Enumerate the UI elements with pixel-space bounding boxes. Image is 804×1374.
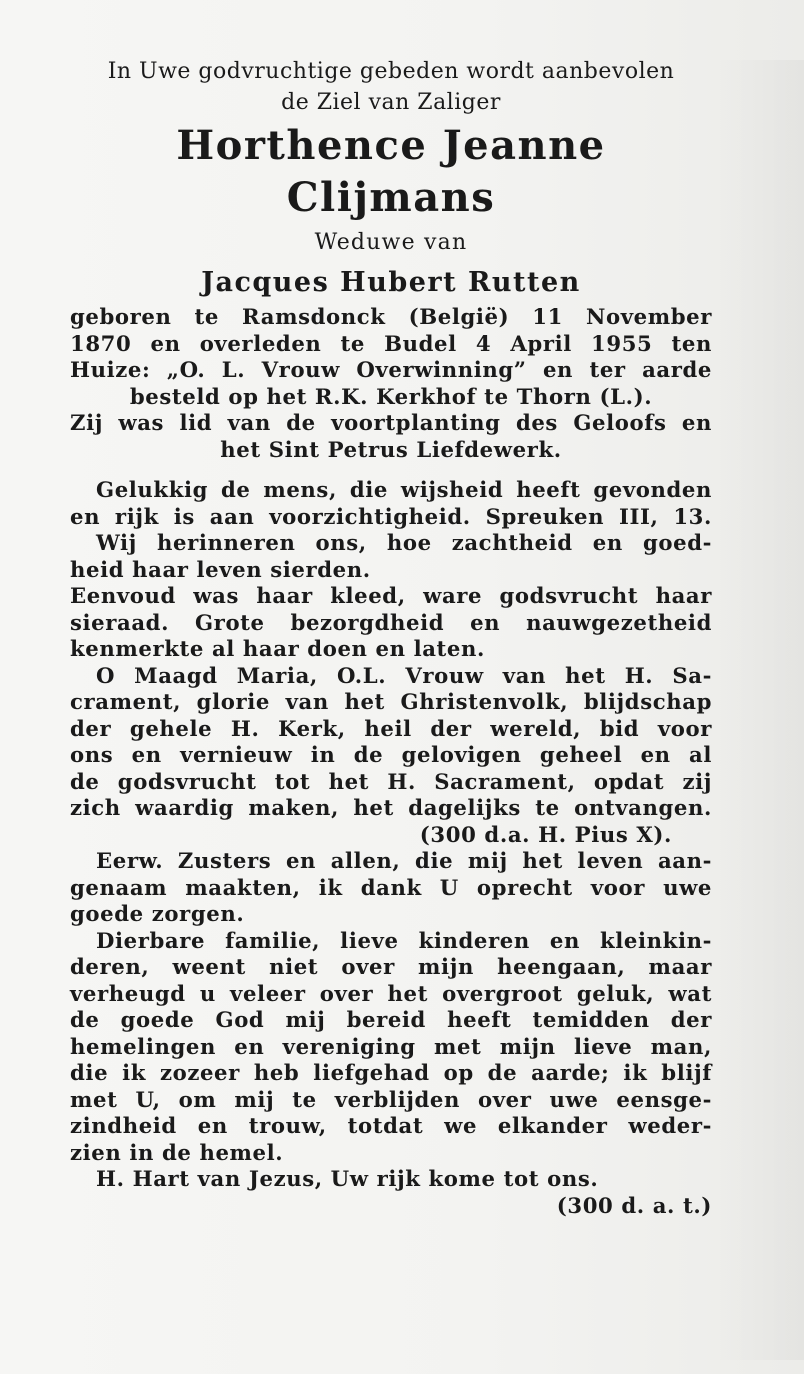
text-line: Gelukkig de mens, die wijsheid heeft gevonden — [96, 477, 712, 502]
deceased-name: Horthence Jeanne Clijmans — [176, 122, 606, 221]
text-line: goede zorgen. — [70, 901, 245, 926]
text-line: deren, weent niet over mijn heengaan, maar — [70, 954, 712, 979]
intro-line-2: de Ziel van Zaliger — [281, 90, 501, 115]
text-line: (300 d. a. t.) — [556, 1192, 712, 1218]
text-line: zien in de hemel. — [70, 1139, 284, 1165]
text-line: verheugd u veleer over het overgroot geluk, wat — [70, 980, 712, 1006]
text-line: en rijk is aan voorzichtigheid. Spreuken III, 13. — [70, 503, 712, 529]
husband-name: Jacques Hubert Rutten — [201, 267, 581, 298]
bio-line: besteld op het R.K. Kerkhof te Thorn (L.). — [129, 383, 653, 409]
bio-line: Huize: „O. L. Vrouw Overwinning” en ter aarde — [70, 357, 712, 382]
text-line: Eenvoud was haar kleed, ware godsvrucht haar — [70, 583, 712, 608]
text-line: kenmerkte al haar doen en laten. — [70, 636, 485, 661]
text-line: die ik zozeer heb liefgehad op de aarde; ik blijf — [70, 1060, 712, 1085]
text-line: H. Hart van Jezus, Uw rijk kome tot ons. — [96, 1166, 599, 1191]
text-line: zich waardig maken, het dagelijks te ontvangen. — [70, 795, 712, 820]
text-line: de godsvrucht tot het H. Sacrament, opdat zij — [70, 768, 712, 794]
text-line: zindheid en trouw, totdat we elkander weder- — [70, 1113, 712, 1138]
widow-of-label: Weduwe van — [314, 230, 468, 255]
text-line: Eerw. Zusters en allen, die mij het leven aan- — [96, 848, 712, 873]
spacer — [70, 463, 712, 477]
text-line: genaam maakten, ik dank U oprecht voor uwe — [70, 874, 712, 900]
text-line: sieraad. Grote bezorgdheid en nauwgezetheid — [70, 609, 712, 635]
text-line: Dierbare familie, lieve kinderen en kleinkin- — [96, 927, 712, 953]
text-line: Wij herinneren ons, hoe zachtheid en goed- — [96, 530, 712, 555]
text-line: der gehele H. Kerk, heil der wereld, bid voor — [70, 715, 712, 741]
text-line: de goede God mij bereid heeft temidden der — [70, 1007, 712, 1032]
text-line: crament, glorie van het Ghristenvolk, blijdschap — [70, 689, 712, 714]
card-content — [70, 56, 712, 1219]
text-line: ons en vernieuw in de gelovigen geheel en al — [70, 742, 712, 767]
body-text — [70, 477, 712, 1219]
biography — [70, 304, 712, 463]
text-line: (300 d.a. H. Pius X). — [419, 821, 672, 847]
intro-line: In Uwe godvruchtige gebeden wordt aanbevolen — [107, 59, 675, 84]
bio-line: Zij was lid van de voortplanting des Geloofs en — [70, 410, 712, 435]
bio-line: 1870 en overleden te Budel 4 April 1955 ten — [70, 330, 712, 356]
text-line: hemelingen en vereniging met mijn lieve man, — [70, 1033, 712, 1059]
text-line: met U, om mij te verblijden over uwe eensge- — [70, 1086, 712, 1112]
bio-line: geboren te Ramsdonck (België) 11 November — [70, 304, 712, 329]
text-line: O Maagd Maria, O.L. Vrouw van het H. Sa- — [96, 662, 712, 688]
bio-line: het Sint Petrus Liefdewerk. — [220, 436, 562, 462]
text-line: heid haar leven sierden. — [70, 556, 371, 582]
bleed-through-shadow — [714, 60, 804, 1360]
